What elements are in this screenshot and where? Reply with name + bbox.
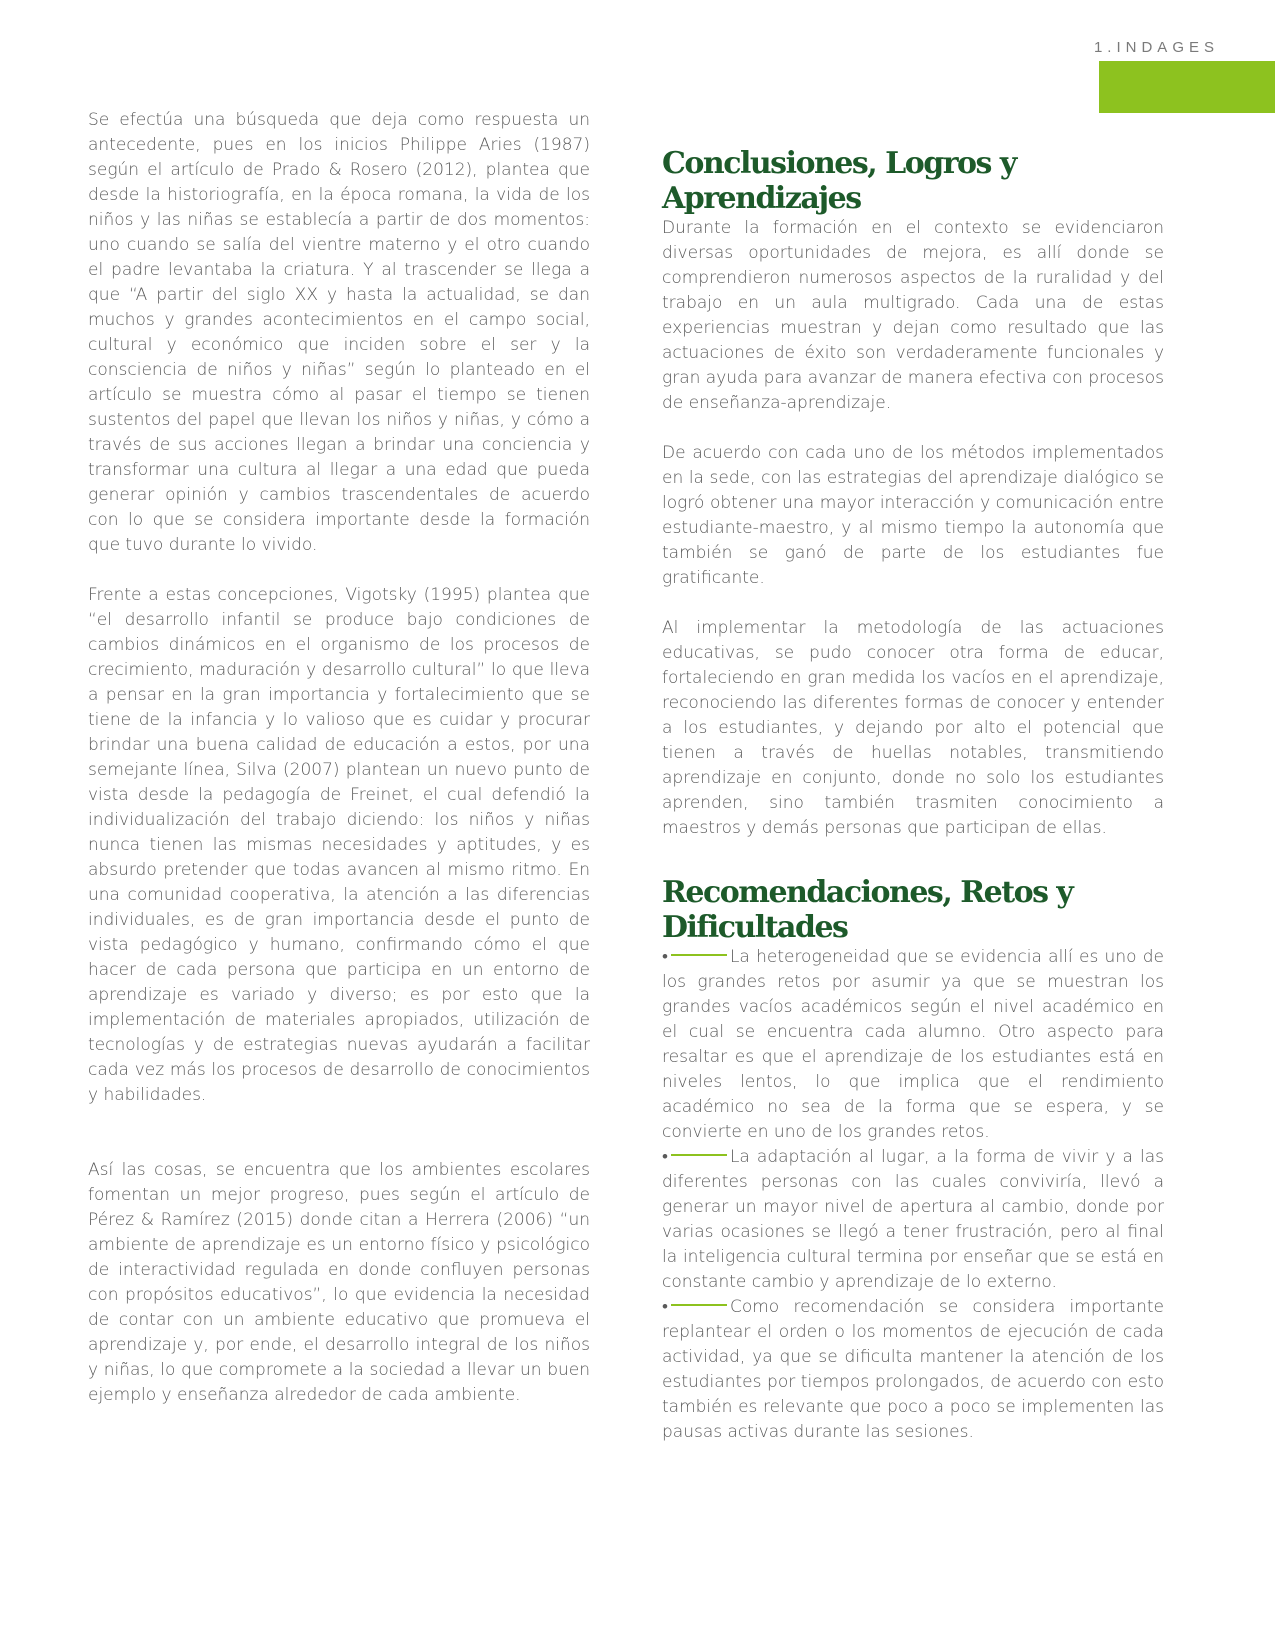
list-item	[662, 1145, 1164, 1295]
bullet-line-icon	[671, 954, 727, 956]
list-item	[662, 1295, 1164, 1445]
accent-bar	[1099, 61, 1275, 113]
bullet-icon: •	[662, 947, 668, 967]
conclusions-heading: Conclusiones, Logros y Aprendizajes	[662, 146, 1016, 216]
bullet-icon: •	[662, 1147, 668, 1167]
list-item-text: La adaptación al lugar, a la forma de vivir y a las diferentes personas con las cuales conviviría, llevó a generar un mayor nivel de apertura al cambio, donde por varias ocasiones se llegó a tener frustración, pero al final la inteligencia cultural termina por enseñar que se está en constante cambio y aprendizaje de lo externo.	[662, 1147, 1164, 1292]
bullet-icon: •	[662, 1297, 668, 1317]
left-column	[88, 108, 590, 1408]
right-column	[662, 146, 1164, 1445]
bullet-line-icon	[671, 1154, 727, 1156]
body-paragraph: Así las cosas, se encuentra que los ambientes escolares fomentan un mejor progreso, pues según el artículo de Pérez & Ramírez (2015) donde citan a Herrera (2006) “un ambiente de aprendizaje es un entorno físico y psicológico de interactividad regulada en donde confluyen personas con propósitos educativos”, lo que evidencia la necesidad de contar con un ambiente educativo que promueva el aprendizaje y, por ende, el desarrollo integral de los niños y niñas, lo que compromete a la sociedad a llevar un buen ejemplo y enseñanza alrededor de cada ambiente.	[88, 1160, 590, 1405]
section-label: 1.INDAGES	[1093, 39, 1219, 56]
body-paragraph: Frente a estas concepciones, Vigotsky (1995) plantea que “el desarrollo infantil se produce bajo condiciones de cambios dinámicos en el organismo de los procesos de crecimiento, maduración y desarrollo cultural” lo que lleva a pensar en la gran importancia y fortalecimiento que se tiene de la infancia y lo valioso que es cuidar y procurar brindar una buena calidad de educación a estos, por una semejante línea, Silva (2007) plantean un nuevo punto de vista desde la pedagogía de Freinet, el cual defendió la individualización del trabajo diciendo: los niños y niñas nunca tienen las mismas necesidades y aptitudes, y es absurdo pretender que todas avancen al mismo ritmo. En una comunidad cooperativa, la atención a las diferencias individuales, es de gran importancia desde el punto de vista pedagógico y humano, confirmando cómo el que hacer de cada persona que participa en un entorno de aprendizaje es variado y diverso; es por esto que la implementación de materiales apropiados, utilización de tecnologías y de estrategias nuevas ayudarán a facilitar cada vez más los procesos de desarrollo de conocimientos y habilidades.	[88, 585, 590, 1105]
body-paragraph: Durante la formación en el contexto se evidenciaron diversas oportunidades de mejora, es allí donde se comprendieron numerosos aspectos de la ruralidad y del trabajo en un aula multigrado. Cada una de estas experiencias muestran y dejan como resultado que las actuaciones de éxito son verdaderamente funcionales y gran ayuda para avanzar de manera efectiva con procesos de enseñanza-aprendizaje.	[662, 218, 1164, 413]
body-paragraph: Al implementar la metodología de las actuaciones educativas, se pudo conocer otra forma de educar, fortaleciendo en gran medida los vacíos en el aprendizaje, reconociendo las diferentes formas de conocer y entender a los estudiantes, y dejando por alto el potencial que tienen a través de huellas notables, transmitiendo aprendizaje en conjunto, donde no solo los estudiantes aprenden, sino también trasmiten conocimiento a maestros y demás personas que participan de ellas.	[662, 618, 1164, 838]
recommendations-heading: Recomendaciones, Retos y Dificultades	[662, 875, 1073, 945]
list-item-text: Como recomendación se considera importante replantear el orden o los momentos de ejecución de cada actividad, ya que se dificulta mantener la atención de los estudiantes por tiempos prolongados, de acuerdo con esto también es relevante que poco a poco se implementen las pausas activas durante las sesiones.	[662, 1297, 1164, 1442]
list-item-text: La heterogeneidad que se evidencia allí es uno de los grandes retos por asumir ya que se muestran los grandes vacíos académicos según el nivel académico en el cual se encuentra cada alumno. Otro aspecto para resaltar es que el aprendizaje de los estudiantes está en niveles lentos, lo que implica que el rendimiento académico no sea de la forma que se espera, y se convierte en uno de los grandes retos.	[662, 947, 1164, 1142]
body-paragraph: De acuerdo con cada uno de los métodos implementados en la sede, con las estrategias del aprendizaje dialógico se logró obtener una mayor interacción y comunicación entre estudiante-maestro, y al mismo tiempo la autonomía que también se ganó de parte de los estudiantes fue gratificante.	[662, 443, 1164, 588]
body-paragraph: Se efectúa una búsqueda que deja como respuesta un antecedente, pues en los inicios Philippe Aries (1987) según el artículo de Prado & Rosero (2012), plantea que desde la historiografía, en la época romana, la vida de los niños y las niñas se establecía a partir de dos momentos: uno cuando se salía del vientre materno y el otro cuando el padre levantaba la criatura. Y al trascender se llega a que “A partir del siglo XX y hasta la actualidad, se dan muchos y grandes acontecimientos en el campo social, cultural y económico que inciden sobre el ser y la consciencia de niños y niñas” según lo planteado en el artículo se muestra cómo al pasar el tiempo se tienen sustentos del papel que llevan los niños y niñas, y cómo a través de sus acciones llegan a brindar una conciencia y transformar una cultura al llegar a una edad que pueda generar opinión y cambios trascendentales de acuerdo con lo que se considera importante desde la formación que tuvo durante lo vivido.	[88, 110, 590, 555]
list-item	[662, 945, 1164, 1145]
bullet-line-icon	[671, 1304, 727, 1306]
